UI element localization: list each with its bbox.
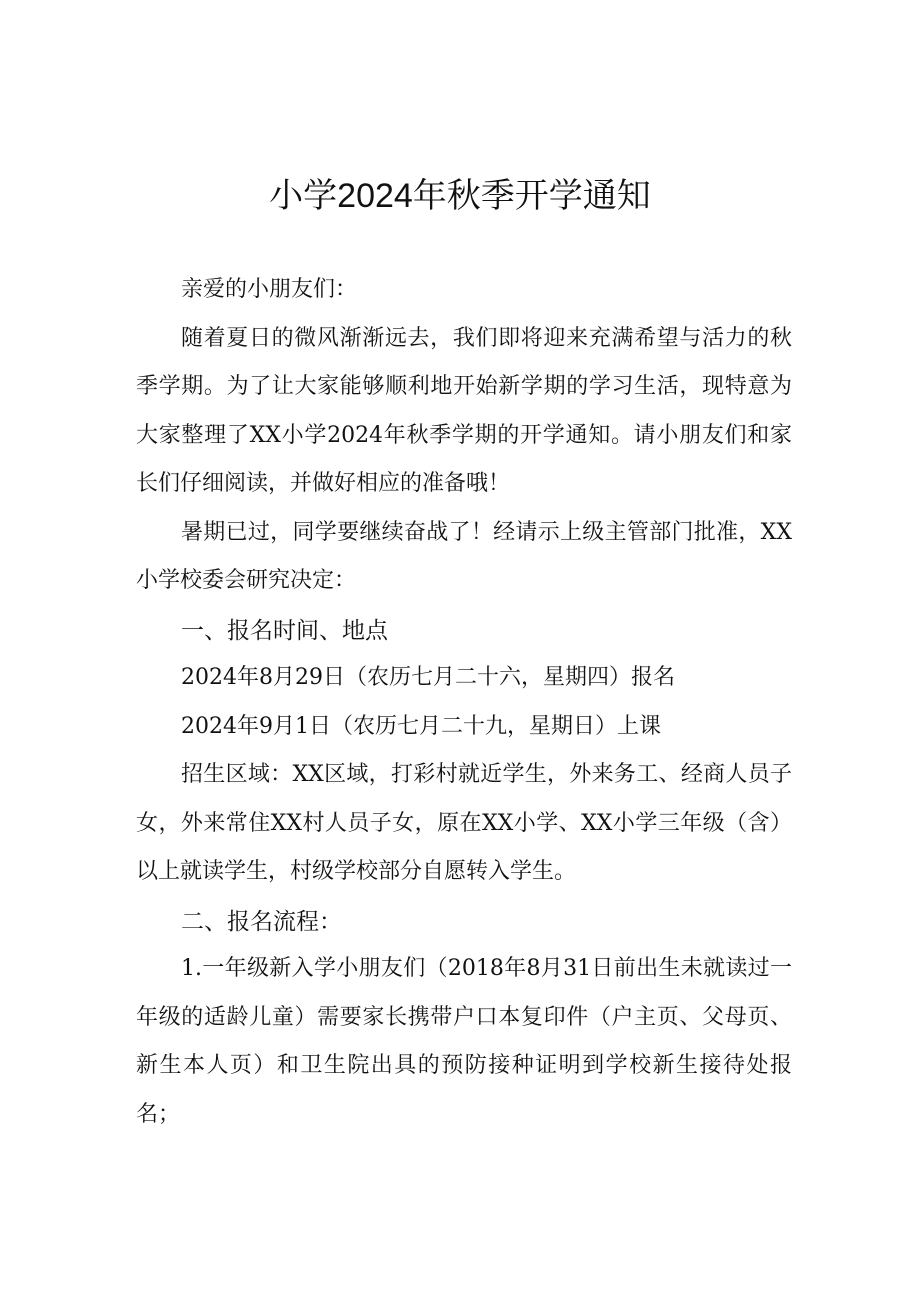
section2-heading: 二、报名流程： [181,907,342,934]
document-body [136,266,792,1139]
greeting: 亲爱的小朋友们： [181,277,358,302]
intro-paragraph: 随着夏日的微风渐渐远去，我们即将迎来充满希望与活力的秋季学期。为了让大家能够顺利地开始新学期的学习生活，现特意为大家整理了XX小学2024年秋季学期的开学通知。请小朋友们和家长们仔细阅读，并做好相应的准备哦！ [136,325,792,496]
decision-paragraph: 暑期已过，同学要继续奋战了！经请示上级主管部门批准，XX小学校委会研究决定： [136,519,792,593]
process-step-1: 1.一年级新入学小朋友们（2018年8月31日前出生未就读过一年级的适龄儿童）需要家长携带户口本复印件（户主页、父母页、新生本人页）和卫生院出具的预防接种证明到学校新生接待处报名； [136,956,792,1127]
section1-heading: 一、报名时间、地点 [181,616,388,643]
class-start-date: 2024年9月1日（农历七月二十九，星期日）上课 [181,713,661,739]
document-title: 小学2024年秋季开学通知 [269,177,651,215]
registration-date: 2024年8月29日（农历七月二十六，星期四）报名 [181,665,675,690]
enrollment-area: 招生区域：XX区域，打彩村就近学生，外来务工、经商人员子女，外来常住XX村人员子女，原在XX小学、XX小学三年级（含）以上就读学生，村级学校部分自愿转入学生。 [136,762,792,884]
